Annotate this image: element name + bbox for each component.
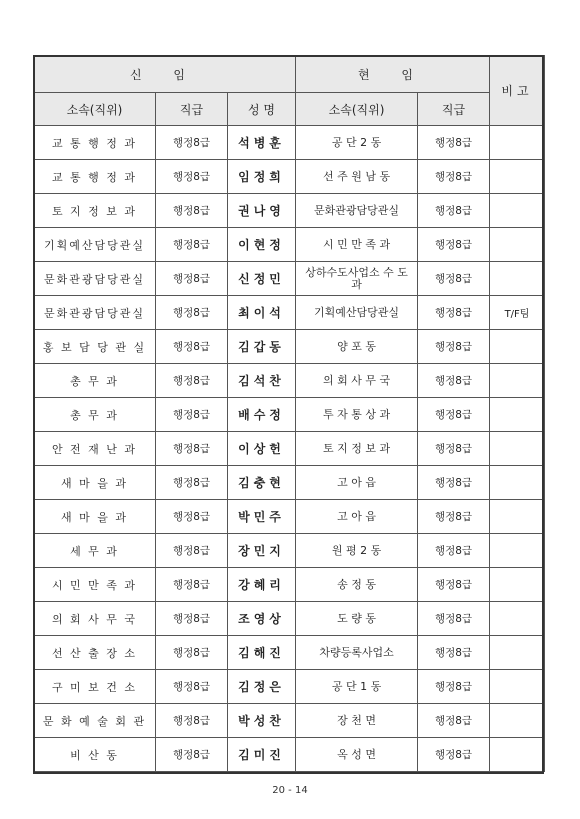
new-grade-cell: 행정8급: [156, 466, 228, 500]
new-affiliation-cell: 문화관광담당관실: [34, 262, 156, 296]
new-grade-cell: 행정8급: [156, 194, 228, 228]
note-cell: [490, 262, 545, 296]
current-grade-cell: 행정8급: [418, 330, 490, 364]
current-affiliation-cell: 상하수도사업소 수 도 과: [296, 262, 418, 296]
current-grade-cell: 행정8급: [418, 602, 490, 636]
current-affiliation-cell: 선 주 원 남 동: [296, 160, 418, 194]
new-grade-cell: 행정8급: [156, 126, 228, 160]
current-affiliation-cell: 옥 성 면: [296, 738, 418, 772]
note-cell: [490, 500, 545, 534]
note-cell: [490, 432, 545, 466]
current-grade-cell: 행정8급: [418, 194, 490, 228]
current-grade-cell: 행정8급: [418, 704, 490, 738]
name-cell: 김갑동: [228, 330, 296, 364]
table-row: [34, 228, 545, 262]
note-cell: [490, 398, 545, 432]
current-grade-cell: 행정8급: [418, 670, 490, 704]
name-cell: 김미진: [228, 738, 296, 772]
current-affiliation-cell: 문화관광담당관실: [296, 194, 418, 228]
current-affiliation-cell: 시 민 만 족 과: [296, 228, 418, 262]
new-grade-cell: 행정8급: [156, 670, 228, 704]
current-grade-cell: 행정8급: [418, 500, 490, 534]
new-affiliation-cell: 새 마 을 과: [34, 500, 156, 534]
new-affiliation-cell: 총 무 과: [34, 364, 156, 398]
table-row: [34, 262, 545, 296]
name-cell: 강혜리: [228, 568, 296, 602]
header-current-grade: 직급: [418, 93, 490, 126]
name-cell: 박성찬: [228, 704, 296, 738]
name-cell: 박민주: [228, 500, 296, 534]
current-grade-cell: 행정8급: [418, 228, 490, 262]
table-row: [34, 398, 545, 432]
header-note: 비고: [490, 56, 545, 126]
current-affiliation-cell: 투 자 통 상 과: [296, 398, 418, 432]
name-cell: 이상헌: [228, 432, 296, 466]
new-affiliation-cell: 시 민 만 족 과: [34, 568, 156, 602]
name-cell: 김충현: [228, 466, 296, 500]
new-affiliation-cell: 구 미 보 건 소: [34, 670, 156, 704]
current-affiliation-cell: 고 아 읍: [296, 466, 418, 500]
name-cell: 장민지: [228, 534, 296, 568]
table-row: [34, 126, 545, 160]
new-grade-cell: 행정8급: [156, 262, 228, 296]
table-row: [34, 364, 545, 398]
table-row: [34, 432, 545, 466]
name-cell: 임정희: [228, 160, 296, 194]
new-affiliation-cell: 총 무 과: [34, 398, 156, 432]
header-current-affiliation: 소속(직위): [296, 93, 418, 126]
header-row-1: [34, 56, 545, 93]
header-current: 현 임: [296, 56, 490, 93]
table-row: [34, 160, 545, 194]
header-new-affiliation: 소속(직위): [34, 93, 156, 126]
new-affiliation-cell: 새 마 을 과: [34, 466, 156, 500]
current-affiliation-cell: 의 회 사 무 국: [296, 364, 418, 398]
note-cell: [490, 466, 545, 500]
table-row: [34, 296, 545, 330]
name-cell: 배수정: [228, 398, 296, 432]
new-affiliation-cell: 선 산 출 장 소: [34, 636, 156, 670]
new-affiliation-cell: 의 회 사 무 국: [34, 602, 156, 636]
new-grade-cell: 행정8급: [156, 160, 228, 194]
header-name: 성 명: [228, 93, 296, 126]
note-cell: [490, 602, 545, 636]
header-new-grade: 직급: [156, 93, 228, 126]
new-grade-cell: 행정8급: [156, 296, 228, 330]
current-affiliation-cell: 공 단 2 동: [296, 126, 418, 160]
current-grade-cell: 행정8급: [418, 568, 490, 602]
new-grade-cell: 행정8급: [156, 228, 228, 262]
new-affiliation-cell: 안 전 재 난 과: [34, 432, 156, 466]
current-affiliation-cell: 기획예산담당관실: [296, 296, 418, 330]
current-affiliation-cell: 원 평 2 동: [296, 534, 418, 568]
new-affiliation-cell: 교 통 행 정 과: [34, 126, 156, 160]
note-cell: [490, 738, 545, 772]
name-cell: 신정민: [228, 262, 296, 296]
current-affiliation-cell: 양 포 동: [296, 330, 418, 364]
note-cell: [490, 330, 545, 364]
current-grade-cell: 행정8급: [418, 398, 490, 432]
page-number: 20 - 14: [272, 785, 308, 796]
current-grade-cell: 행정8급: [418, 262, 490, 296]
current-affiliation-cell: 토 지 정 보 과: [296, 432, 418, 466]
table-row: [34, 500, 545, 534]
new-grade-cell: 행정8급: [156, 704, 228, 738]
note-cell: [490, 126, 545, 160]
current-affiliation-cell: 공 단 1 동: [296, 670, 418, 704]
table-row: [34, 534, 545, 568]
header-new: 신 임: [34, 56, 296, 93]
new-grade-cell: 행정8급: [156, 636, 228, 670]
current-grade-cell: 행정8급: [418, 364, 490, 398]
new-affiliation-cell: 문화관광담당관실: [34, 296, 156, 330]
current-affiliation-cell: 도 량 동: [296, 602, 418, 636]
table-row: [34, 704, 545, 738]
new-grade-cell: 행정8급: [156, 364, 228, 398]
new-grade-cell: 행정8급: [156, 500, 228, 534]
current-grade-cell: 행정8급: [418, 296, 490, 330]
table-row: [34, 738, 545, 772]
table-row: [34, 466, 545, 500]
current-grade-cell: 행정8급: [418, 126, 490, 160]
new-affiliation-cell: 비 산 동: [34, 738, 156, 772]
current-grade-cell: 행정8급: [418, 636, 490, 670]
new-grade-cell: 행정8급: [156, 398, 228, 432]
name-cell: 김정은: [228, 670, 296, 704]
current-affiliation-cell: 송 정 동: [296, 568, 418, 602]
table-row: [34, 602, 545, 636]
current-affiliation-cell: 장 천 면: [296, 704, 418, 738]
new-grade-cell: 행정8급: [156, 738, 228, 772]
note-cell: [490, 704, 545, 738]
name-cell: 이현정: [228, 228, 296, 262]
new-grade-cell: 행정8급: [156, 534, 228, 568]
note-cell: [490, 364, 545, 398]
note-cell: [490, 228, 545, 262]
current-grade-cell: 행정8급: [418, 738, 490, 772]
current-affiliation-cell: 차량등록사업소: [296, 636, 418, 670]
name-cell: 김석찬: [228, 364, 296, 398]
new-affiliation-cell: 교 통 행 정 과: [34, 160, 156, 194]
table-row: [34, 636, 545, 670]
note-cell: [490, 160, 545, 194]
new-affiliation-cell: 토 지 정 보 과: [34, 194, 156, 228]
name-cell: 최이석: [228, 296, 296, 330]
current-grade-cell: 행정8급: [418, 534, 490, 568]
note-cell: [490, 568, 545, 602]
new-affiliation-cell: 세 무 과: [34, 534, 156, 568]
header-row-2: [34, 93, 545, 126]
note-cell: [490, 670, 545, 704]
note-cell: [490, 194, 545, 228]
new-grade-cell: 행정8급: [156, 602, 228, 636]
table-row: [34, 568, 545, 602]
new-grade-cell: 행정8급: [156, 432, 228, 466]
table-row: [34, 194, 545, 228]
note-cell: [490, 636, 545, 670]
personnel-table: [33, 55, 545, 772]
name-cell: 석병훈: [228, 126, 296, 160]
new-affiliation-cell: 기획예산담당관실: [34, 228, 156, 262]
note-cell: T/F팀: [490, 296, 545, 330]
table-row: [34, 330, 545, 364]
name-cell: 권나영: [228, 194, 296, 228]
current-grade-cell: 행정8급: [418, 466, 490, 500]
name-cell: 조영상: [228, 602, 296, 636]
new-grade-cell: 행정8급: [156, 330, 228, 364]
note-cell: [490, 534, 545, 568]
new-grade-cell: 행정8급: [156, 568, 228, 602]
new-affiliation-cell: 홍 보 담 당 관 실: [34, 330, 156, 364]
new-affiliation-cell: 문 화 예 술 회 관: [34, 704, 156, 738]
current-grade-cell: 행정8급: [418, 160, 490, 194]
current-affiliation-cell: 고 아 읍: [296, 500, 418, 534]
current-grade-cell: 행정8급: [418, 432, 490, 466]
table-row: [34, 670, 545, 704]
name-cell: 김해진: [228, 636, 296, 670]
